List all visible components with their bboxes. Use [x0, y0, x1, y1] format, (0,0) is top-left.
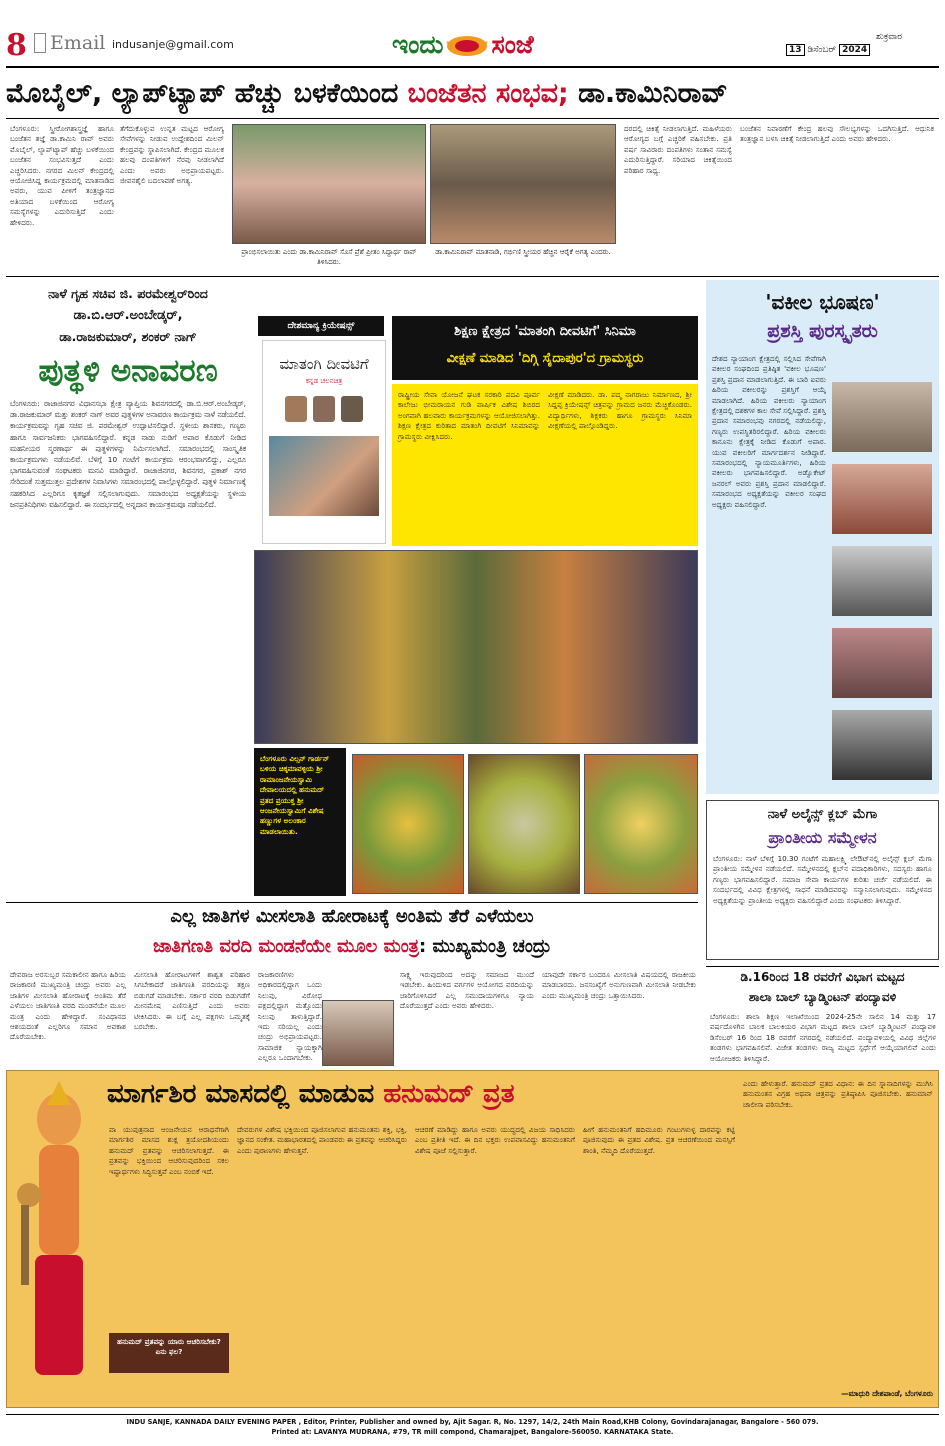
caste-headline-end: : ಮುಖ್ಯಮಂತ್ರಿ ಚಂದ್ರು	[418, 936, 551, 957]
masthead	[0, 0, 945, 70]
caste-headline-2	[6, 936, 698, 957]
speech-photo	[430, 124, 616, 244]
alliance-headline-1: ನಾಳೆ ಅಲೈನ್ಸ್ ಕ್ಲಬ್ ಮೆಗಾ	[767, 807, 878, 822]
dateline	[786, 32, 906, 56]
statues-line-2: ಡಾ.ಬಿ.ಆರ್.ಅಂಬೇಡ್ಕರ್,	[73, 308, 183, 323]
caste-col-3: ರಾಜಕಾರಣಿಗಳು ಅಧಿಕಾರದಲ್ಲಿದ್ದಾಗ ಒಂದು ನಿಲುವು, ವಿರೋಧ ಪಕ್ಷದಲ್ಲಿದ್ದಾಗ ಮತ್ತೊಂದು ನಿಲುವು ತಾಳುತ್ತಿದ್ದಾರೆ. ಇದು ಸರಿಯಲ್ಲ ಎಂದು ಚಂದ್ರು ಅಭಿಪ್ರಾಯಪಟ್ಟರು. ಸಾಮಾಜಿಕ ನ್ಯಾಯಕ್ಕಾಗಿ ಎಲ್ಲರೂ ಒಂದಾಗಬೇಕು.	[258, 970, 322, 1063]
email-address[interactable]: indusanje@gmail.com	[112, 38, 234, 51]
photo-caption-2: ಡಾ.ಕಾಮಿನಿರಾವ್ ಮಾತನಾಡಿ, ಗರ್ಭಿಣಿ ಸ್ತ್ರೀಯರ ಹೆಚ್ಚಿನ ಆರೈಕೆ ಅಗತ್ಯ ಎಂದರು.	[435, 248, 611, 256]
vakil-headline: 'ವಕೀಲ ಭೂಷಣ'	[765, 290, 880, 314]
hanuman-col-3: ಆಚರಣೆ ಮಾಡಿದ್ದು ಹಾಗೂ ಅವರು ಯುದ್ಧದಲ್ಲಿ ವಿಜಯ ಸಾಧಿಸಿದರು ಎಂಬ ಪ್ರತೀತಿ ಇದೆ. ಈ ದಿನ ಭಕ್ತರು ಉಪವಾಸವಿದ್ದು ಹನುಮಂತನಿಗೆ ವಿಶೇಷ ಪೂಜೆ ಸಲ್ಲಿಸುತ್ತಾರೆ.	[415, 1125, 575, 1155]
vakil-box	[706, 280, 939, 794]
temple-caption-box	[254, 748, 346, 896]
alliance-body: ಬೆಂಗಳೂರು: ನಾಳೆ ಬೆಳಿಗ್ಗೆ 10.30 ಗಂಟೆಗೆ ಮಹಾಲಕ್ಷ್ಮಿ ಲೇಔಟ್‌ನಲ್ಲಿ ಅಲೈನ್ಸ್ ಕ್ಲಬ್ ಮೆಗಾ ಪ್ರಾಂತೀಯ ಸಮ್ಮೇಳನ ನಡೆಯಲಿದೆ. ಸಮ್ಮೇಳನದಲ್ಲಿ ಕ್ಲಬ್‌ನ ಪದಾಧಿಕಾರಿಗಳು, ಸದಸ್ಯರು ಹಾಗೂ ಗಣ್ಯರು ಭಾಗವಹಿಸಲಿದ್ದಾರೆ. ಸಮಾಜ ಸೇವಾ ಕಾರ್ಯಗಳ ಕುರಿತು ಚರ್ಚೆ ನಡೆಯಲಿದೆ. ಈ ಸಂದರ್ಭದಲ್ಲಿ ವಿವಿಧ ಕ್ಷೇತ್ರಗಳಲ್ಲಿ ಸಾಧನೆ ಮಾಡಿದವರನ್ನು ಸನ್ಮಾನಿಸಲಾಗುವುದು. ಸಮ್ಮೇಳನದ ಅಧ್ಯಕ್ಷತೆಯನ್ನು ಪ್ರಾಂತೀಯ ಅಧ್ಯಕ್ಷರು ವಹಿಸಲಿದ್ದಾರೆ ಎಂದು ಸಂಘಟಕರು ತಿಳಿಸಿದ್ದಾರೆ.	[713, 854, 932, 905]
date-year: 2024	[839, 44, 870, 56]
caste-col-1: ದೇವರಾಜ ಅರಸುಬ್ಬರ ಸಮಕಾಲೀನ ಹಾಗೂ ಹಿರಿಯ ರಾಜಕಾರಣಿ ಮುಖ್ಯಮಂತ್ರಿ ಚಂದ್ರು ಅವರು ಎಲ್ಲ ಜಾತಿಗಳ ಮೀಸಲಾತಿ ಹೋರಾಟಕ್ಕೆ ಅಂತಿಮ ತೆರೆ ಎಳೆಯಲು ಜಾತಿಗಣತಿ ವರದಿ ಮಂಡನೆಯೇ ಮೂಲ ಮಂತ್ರ ಎಂದು ಹೇಳಿದ್ದಾರೆ. ಸಂವಿಧಾನದ ಆಶಯದಂತೆ ಎಲ್ಲರಿಗೂ ಸಮಾನ ಅವಕಾಶ ದೊರೆಯಬೇಕು.	[10, 970, 126, 1042]
hanuman-headline	[107, 1079, 727, 1110]
hanuman-question-box	[109, 1333, 229, 1373]
lawyer-portrait	[832, 382, 932, 452]
rule	[6, 276, 939, 277]
lead-headline-end: ಡಾ.ಕಾಮಿನಿರಾವ್	[578, 78, 728, 109]
vakil-subhead: ಪ್ರಶಸ್ತಿ ಪುರಸ್ಕೃತರು	[767, 320, 878, 342]
lead-headline-red: ಬಂಜೆತನ ಸಂಭವ;	[407, 78, 569, 109]
page-number: 8	[6, 28, 27, 63]
hanuman-col-2: ದೇವರುಗಳ ವಿಶೇಷ ಭಕ್ತಿಯಿಂದ ಪೂಜಿಸಲಾಗುವ ಹನುಮಂತನು ಶಕ್ತಿ, ಭಕ್ತಿ, ಜ್ಞಾನದ ಸಂಕೇತ. ಮಹಾಭಾರತದಲ್ಲಿ ಪಾಂಡವರು ಈ ವ್ರತವನ್ನು ಆಚರಿಸಿದ್ದರು ಎಂದು ಪುರಾಣಗಳು ಹೇಳುತ್ತವೆ.	[237, 1125, 407, 1155]
lead-headline	[6, 72, 939, 116]
film-badge: ದೇಶಮಾನ್ಯ ಕ್ರಿಯೇಷನ್ಸ್	[258, 316, 384, 336]
hanuman-col-4: ಹೀಗೆ ಹನುಮಂತನಿಗೆ ಹದಿಮೂರು ಗಂಟುಗಳುಳ್ಳ ದಾರವನ್ನು ಕಟ್ಟಿ ಪೂಜಿಸುವುದು ಈ ವ್ರತದ ವಿಶೇಷ. ವ್ರತ ಆಚರಣೆಯಿಂದ ಮನಸ್ಸಿಗೆ ಶಾಂತಿ, ನೆಮ್ಮದಿ ದೊರೆಯುತ್ತದೆ.	[583, 1125, 735, 1155]
badminton-headline-1: ಡಿ.16ರಿಂದ 18 ರವರೆಗೆ ವಿಭಾಗ ಮಟ್ಟದ	[740, 970, 905, 984]
hanuman-box	[6, 1070, 939, 1408]
statues-body: ಬೆಂಗಳೂರು: ರಾಜಾಜಿನಗರ ವಿಧಾನಸಭಾ ಕ್ಷೇತ್ರ ವ್ಯಾಪ್ತಿಯ ಶಿವನಗರದಲ್ಲಿ ಡಾ.ಬಿ.ಆರ್.ಅಂಬೇಡ್ಕರ್, ಡಾ.ರಾಜಕುಮಾರ್ ಮತ್ತು ಶಂಕರ್ ನಾಗ್ ಅವರ ಪುತ್ಥಳಿಗಳ ಅನಾವರಣ ಕಾರ್ಯಕ್ರಮ ನಾಳೆ ನಡೆಯಲಿದೆ. ಕಾರ್ಯಕ್ರಮವನ್ನು ಗೃಹ ಸಚಿವ ಜಿ. ಪರಮೇಶ್ವರ್ ಉದ್ಘಾಟಿಸಲಿದ್ದಾರೆ. ಸ್ಥಳೀಯ ಶಾಸಕರು, ಗಣ್ಯರು ಹಾಗೂ ಸಾರ್ವಜನಿಕರು ಭಾಗವಹಿಸಲಿದ್ದಾರೆ. ಕನ್ನಡ ನಾಡು ನುಡಿಗೆ ಅಪಾರ ಕೊಡುಗೆ ನೀಡಿದ ಮಹನೀಯರ ಸ್ಮರಣಾರ್ಥ ಈ ಪುತ್ಥಳಿಗಳನ್ನು ನಿರ್ಮಿಸಲಾಗಿದೆ. ಸಮಾರಂಭದಲ್ಲಿ ಸಾಂಸ್ಕೃತಿಕ ಕಾರ್ಯಕ್ರಮಗಳು ನಡೆಯಲಿವೆ. ಬೆಳಿಗ್ಗೆ 10 ಗಂಟೆಗೆ ಕಾರ್ಯಕ್ರಮ ಆರಂಭವಾಗಲಿದ್ದು, ಎಲ್ಲರೂ ಭಾಗವಹಿಸುವಂತೆ ಸಂಘಟಕರು ಮನವಿ ಮಾಡಿದ್ದಾರೆ. ರಾಜಾಜಿನಗರ, ಶಿವನಗರ, ಪ್ರಕಾಶ್ ನಗರ ಸೇರಿದಂತೆ ಸುತ್ತಮುತ್ತಲ ಪ್ರದೇಶಗಳ ನಿವಾಸಿಗಳು ಸಮಾರಂಭದಲ್ಲಿ ಪಾಲ್ಗೊಳ್ಳಲಿದ್ದಾರೆ. ಪುತ್ಥಳಿ ನಿರ್ಮಾಣಕ್ಕೆ ಸಹಕರಿಸಿದ ಎಲ್ಲರಿಗೂ ಕೃತಜ್ಞತೆ ಸಲ್ಲಿಸಲಾಗುವುದು. ಸಮಾರಂಭದ ಅಧ್ಯಕ್ಷತೆಯನ್ನು ಸ್ಥಳೀಯ ಜನಪ್ರತಿನಿಧಿಗಳು ವಹಿಸಲಿದ್ದಾರೆ. ಈ ಸಂದರ್ಭದಲ್ಲಿ ಅನ್ನದಾನ ಕಾರ್ಯಕ್ರಮವೂ ನಡೆಯಲಿದೆ.	[10, 399, 246, 509]
email-label: Email	[50, 32, 106, 54]
temple-caption: ಬೆಂಗಳೂರು ವಿಲ್ಸನ್ ಗಾರ್ಡನ್ ಬಳಿಯ ಚಿಕ್ಕಮಾವಳ್ಳಿಯ ಶ್ರೀ ರಾಮಾಂಜನೇಯಸ್ವಾಮಿ ದೇವಾಲಯದಲ್ಲಿ ಹನುಮದ್ ವ್ರತದ ಪ್ರಯುಕ್ತ ಶ್ರೀ ಆಂಜನೇಯಸ್ವಾಮಿಗೆ ವಿಶೇಷ ಹಣ್ಣುಗಳ ಅಲಂಕಾರ ಮಾಡಲಾಯಿತು.	[260, 754, 330, 836]
email-icon	[34, 33, 46, 53]
lead-col-2: ತೆಗೆದುಕೊಳ್ಳುವ ಉನ್ನತ ಮಟ್ಟದ ಆರೋಗ್ಯ ಸೇವೆಗಳನ್ನು ನೀಡುವ ಉದ್ದೇಶದಿಂದ ಮಿಲನ್ ಕೇಂದ್ರವನ್ನು ಸ್ಥಾಪಿಸಲಾಗಿದೆ. ಕೇಂದ್ರದ ಮೂಲಕ ಹಲವು ದಂಪತಿಗಳಿಗೆ ನೆರವು ನೀಡಲಾಗಿದೆ ಎಂದು ಅವರು ಅಭಿಪ್ರಾಯಪಟ್ಟರು. ಜೀವನಶೈಲಿ ಬದಲಾವಣೆ ಅಗತ್ಯ.	[120, 124, 224, 186]
caste-headline-1: ಎಲ್ಲ ಜಾತಿಗಳ ಮೀಸಲಾತಿ ಹೋರಾಟಕ್ಕೆ ಅಂತಿಮ ತೆರೆ ಎಳೆಯಲು	[170, 906, 534, 927]
lawyer-portrait	[832, 546, 932, 616]
film-headline-1: ಶಿಕ್ಷಣ ಕ್ಷೇತ್ರದ 'ಮಾತಂಗಿ ದೀವಟಿಗೆ' ಸಿನಿಮಾ	[454, 324, 636, 339]
film-headline-2: ವೀಕ್ಷಣೆ ಮಾಡಿದ 'ದಿಗ್ಗಿ ಸೈದಾಪುರ'ದ ಗ್ರಾಮಸ್ಥರು	[446, 351, 644, 366]
lead-headline-black: ಮೊಬೈಲ್, ಲ್ಯಾಪ್‌ಟ್ಯಾಪ್ ಹೆಚ್ಚು ಬಳಕೆಯಿಂದ	[6, 78, 399, 109]
statues-line-3: ಡಾ.ರಾಜಕುಮಾರ್, ಶಂಕರ್ ನಾಗ್	[59, 329, 197, 344]
date-number: 13	[786, 44, 805, 56]
caste-col-4: ಸಾಕ್ಷ್ಯ ಇರುವುದರಿಂದ ಅದನ್ನು ಸಮಾಜದ ಮುಂದೆ ಇಡಬೇಕು. ಹಿಂದುಳಿದ ವರ್ಗಗಳ ಆಯೋಗದ ವರದಿಯನ್ನು ಜಾರಿಗೊಳಿಸಿದರೆ ಎಲ್ಲ ಸಮುದಾಯಗಳಿಗೂ ನ್ಯಾಯ ದೊರೆಯುತ್ತದೆ ಎಂದು ಅವರು ಹೇಳಿದರು.	[400, 970, 534, 1011]
date-month: ಡಿಸೆಂಬರ್	[807, 45, 837, 55]
hanuman-byline: —ಮಾಧುರಿ ದೇಶಪಾಂಡೆ, ಬೆಂಗಳೂರು	[841, 1389, 933, 1398]
hanuman-col-5: ಎಂದು ಹೇಳುತ್ತಾರೆ. ಹನುಮದ್ ವ್ರತದ ವಿಧಾನ: ಈ ದಿನ ಸ್ನಾನಾದಿಗಳನ್ನು ಮುಗಿಸಿ ಹನುಮಂತನ ವಿಗ್ರಹ ಅಥವಾ ಚಿತ್ರವನ್ನು ಪ್ರತಿಷ್ಠಾಪಿಸಿ ಪೂಜಿಸಬೇಕು. ಹನುಮಾನ್ ಚಾಲೀಸಾ ಪಠಿಸಬೇಕು.	[743, 1079, 933, 1109]
footer	[6, 1414, 939, 1442]
lawyer-portraits	[832, 382, 932, 780]
poster-subtitle: ಕನ್ನಡ ಚಲನಚಿತ್ರ	[305, 377, 343, 385]
lawyer-portrait	[832, 628, 932, 698]
alliance-box	[706, 800, 939, 960]
hanuman-illustration	[11, 1075, 105, 1403]
hanuman-fruit-photo-3	[584, 754, 698, 894]
vakil-body: ದೇಶದ ನ್ಯಾಯಾಂಗ ಕ್ಷೇತ್ರದಲ್ಲಿ ಸಲ್ಲಿಸಿದ ಸೇವೆಗಾಗಿ ವಕೀಲರ ಸಂಘದಿಂದ ಪ್ರತಿಷ್ಠಿತ 'ವಕೀಲ ಭೂಷಣ' ಪ್ರಶಸ್ತಿ ಪ್ರದಾನ ಮಾಡಲಾಗುತ್ತಿದೆ. ಈ ಬಾರಿ ಐವರು ಹಿರಿಯ ವಕೀಲರನ್ನು ಪ್ರಶಸ್ತಿಗೆ ಆಯ್ಕೆ ಮಾಡಲಾಗಿದೆ. ಹಿರಿಯ ವಕೀಲರು ನ್ಯಾಯಾಂಗ ಕ್ಷೇತ್ರದಲ್ಲಿ ದಶಕಗಳ ಕಾಲ ಸೇವೆ ಸಲ್ಲಿಸಿದ್ದಾರೆ. ಪ್ರಶಸ್ತಿ ಪ್ರದಾನ ಸಮಾರಂಭವು ನಗರದಲ್ಲಿ ನಡೆಯಲಿದ್ದು, ಗಣ್ಯರು ಉಪಸ್ಥಿತರಿರಲಿದ್ದಾರೆ. ಹಿರಿಯ ವಕೀಲರು ಕಾನೂನು ಕ್ಷೇತ್ರಕ್ಕೆ ನೀಡಿದ ಕೊಡುಗೆ ಅಪಾರ. ಯುವ ವಕೀಲರಿಗೆ ಮಾರ್ಗದರ್ಶನ ನೀಡಿದ್ದಾರೆ. ಸಮಾರಂಭದಲ್ಲಿ ನ್ಯಾಯಮೂರ್ತಿಗಳು, ಹಿರಿಯ ವಕೀಲರು ಭಾಗವಹಿಸಲಿದ್ದಾರೆ. ಅಡ್ವೊಕೇಟ್ ಜನರಲ್ ಅವರು ಪ್ರಶಸ್ತಿ ಪ್ರದಾನ ಮಾಡಲಿದ್ದಾರೆ. ಸಮಾರಂಭದ ಅಧ್ಯಕ್ಷತೆಯನ್ನು ವಕೀಲರ ಸಂಘದ ಅಧ್ಯಕ್ಷರು ವಹಿಸಲಿದ್ದಾರೆ.	[712, 354, 826, 509]
sun-logo-icon	[445, 32, 489, 58]
badminton-headline-2: ಶಾಲಾ ಬಾಲ್ ಬ್ಯಾಡ್ಮಿಂಟನ್ ಪಂದ್ಯಾವಳಿ	[748, 990, 897, 1004]
hanuman-col-1: ವಾ ಯುಪುತ್ರನಾದ ಆಂಜನೇಯನ ಆರಾಧನೆಗಾಗಿ ಮಾರ್ಗಶಿರ ಮಾಸದ ಶುಕ್ಲ ತ್ರಯೋದಶಿಯಂದು ಹನುಮದ್ ವ್ರತವನ್ನು ಆಚರಿಸಲಾಗುತ್ತದೆ. ಈ ವ್ರತವನ್ನು ಭಕ್ತಿಯಿಂದ ಆಚರಿಸುವುದರಿಂದ ಸಕಲ ಇಷ್ಟಾರ್ಥಗಳು ಸಿದ್ಧಿಸುತ್ತವೆ ಎಂಬ ನಂಬಿಕೆ ಇದೆ.	[109, 1125, 229, 1176]
caste-headline-red: ಜಾತಿಗಣತಿ ವರದಿ ಮಂಡನೆಯೇ ಮೂಲ ಮಂತ್ರ	[153, 936, 419, 957]
logo-left: ಇಂದು	[392, 30, 444, 59]
hanuman-headline-red: ಹನುಮದ್ ವ್ರತ	[383, 1079, 515, 1109]
film-body-2: ವೀಕ್ಷಣೆ ಮಾಡಿದರು. ಡಾ. ಪದ್ಮ ನಾಗರಾಜು ನಿರ್ಮಾಣದ, ಶ್ರೀ ಸಿದ್ದಪ್ಪ ಕ್ರಿಯೇಷನ್ಸ್ ಚಿತ್ರವನ್ನು ಗ್ರಾಮದ ಜನರು ಮೆಚ್ಚಿಕೊಂಡರು. ವಿದ್ಯಾರ್ಥಿಗಳು, ಶಿಕ್ಷಕರು ಹಾಗೂ ಗ್ರಾಮಸ್ಥರು ಸಿನಿಮಾ ವೀಕ್ಷಣೆಯಲ್ಲಿ ಪಾಲ್ಗೊಂಡಿದ್ದರು.	[548, 390, 692, 431]
hanuman-headline-black: ಮಾರ್ಗಶಿರ ಮಾಸದಲ್ಲಿ ಮಾಡುವ	[107, 1079, 375, 1109]
rule	[6, 118, 939, 119]
film-body-box	[392, 384, 698, 546]
film-headline-box	[392, 316, 698, 380]
statues-kicker: ನಾಳೆ ಗೃಹ ಸಚಿವ ಜಿ. ಪರಮೇಶ್ವರ್‌ರಿಂದ	[48, 286, 208, 301]
hanuman-fruit-photo-1	[352, 754, 464, 894]
day-label: ಶುಕ್ರವಾರ	[876, 32, 902, 42]
rule	[6, 902, 698, 903]
hanuman-fruit-photo-2	[468, 754, 580, 894]
alliance-headline-2: ಪ್ರಾಂತೀಯ ಸಮ್ಮೇಳನ	[768, 828, 877, 847]
film-body-1: ರಾಷ್ಟ್ರೀಯ ಸೇವಾ ಯೋಜನೆ ಘಟಕ ಸರಕಾರಿ ಪದವಿ ಪೂರ್ವ ಕಾಲೇಜು ಭೀಮರಾಯನ ಗುಡಿ ವಾರ್ಷಿಕ ವಿಶೇಷ ಶಿಬಿರದ ಅಂಗವಾಗಿ ಹಲವಾರು ಕಾರ್ಯಕ್ರಮಗಳನ್ನು ಆಯೋಜಿಸಲಾಗಿತ್ತು. ಶಿಕ್ಷಣ ಕ್ಷೇತ್ರದ ಕುರಿತಾದ ಮಾತಂಗಿ ದೀವಟಿಗೆ ಸಿನಿಮಾವನ್ನು ಗ್ರಾಮಸ್ಥರು ವೀಕ್ಷಿಸಿದರು.	[398, 390, 540, 441]
lead-col-3: ದರದಲ್ಲಿ ಚಿಕಿತ್ಸೆ ನೀಡಲಾಗುತ್ತಿದೆ. ಮಹಿಳೆಯರು ಆರೋಗ್ಯದ ಬಗ್ಗೆ ಎಚ್ಚರಿಕೆ ವಹಿಸಬೇಕು. ಪ್ರತಿ ವರ್ಷ ಸಾವಿರಾರು ದಂಪತಿಗಳು ಸಂತಾನ ಸಮಸ್ಯೆ ಎದುರಿಸುತ್ತಿದ್ದಾರೆ. ಸರಿಯಾದ ಚಿಕಿತ್ಸೆಯಿಂದ ಪರಿಹಾರ ಸಾಧ್ಯ.	[624, 124, 732, 175]
caste-col-5: ಯಾವುದೇ ಸರ್ಕಾರ ಬಂದರೂ ಮೀಸಲಾತಿ ವಿಷಯದಲ್ಲಿ ರಾಜಕೀಯ ಮಾಡಬಾರದು. ಜನಸಂಖ್ಯೆಗೆ ಅನುಗುಣವಾಗಿ ಮೀಸಲಾತಿ ನೀಡಬೇಕು ಎಂದು ಮುಖ್ಯಮಂತ್ರಿ ಚಂದ್ರು ಒತ್ತಾಯಿಸಿದರು.	[542, 970, 696, 1000]
masthead-rule	[6, 66, 939, 68]
lead-col-4: ಬಂಜೆತನ ನಿವಾರಣೆಗೆ ಕೇಂದ್ರ ಹಲವು ಸೌಲಭ್ಯಗಳನ್ನು ಒದಗಿಸುತ್ತಿದೆ. ಆಧುನಿಕ ತಂತ್ರಜ್ಞಾನ ಬಳಸಿ ಚಿಕಿತ್ಸೆ ನೀಡಲಾಗುತ್ತಿದೆ ಎಂದು ಅವರು ಹೇಳಿದರು.	[740, 124, 934, 144]
logo-right: ಸಂಜೆ	[491, 30, 534, 59]
logo	[392, 28, 534, 62]
temple-main-photo	[254, 550, 698, 744]
poster-crowd	[269, 436, 379, 516]
chandru-portrait	[322, 1000, 394, 1066]
poster-photos	[263, 396, 385, 422]
lawyer-portrait	[832, 710, 932, 780]
statues-headline: ಪುತ್ಥಳಿ ಅನಾವರಣ	[38, 353, 218, 389]
poster-title: ಮಾತಂಗಿ ದೀವಟಿಗೆ	[279, 355, 369, 373]
lawyer-portrait	[832, 464, 932, 534]
footer-line-1: INDU SANJE, KANNADA DAILY EVENING PAPER , Editor, Printer, Publisher and owned by, Ajit Sagar. R, No. 1297, 14/2, 24th Main Road,KHB Colony, Govindarajanagar, Bangalore - 560 079.	[126, 1418, 819, 1426]
caste-col-2: ಮೀಸಲಾತಿ ಹೋರಾಟಗಳಿಗೆ ಶಾಶ್ವತ ಪರಿಹಾರ ಸಿಗಬೇಕಾದರೆ ಜಾತಿಗಣತಿ ವರದಿಯನ್ನು ತಕ್ಷಣ ಬಿಡುಗಡೆ ಮಾಡಬೇಕು. ಸರ್ಕಾರ ವರದಿ ಬಿಡುಗಡೆಗೆ ಮೀನಮೇಷ ಎಣಿಸುತ್ತಿದೆ ಎಂದು ಅವರು ಟೀಕಿಸಿದರು. ಈ ಬಗ್ಗೆ ಎಲ್ಲ ಪಕ್ಷಗಳು ಒಮ್ಮತಕ್ಕೆ ಬರಬೇಕು.	[134, 970, 250, 1032]
photo-caption-1: ಪ್ರಾಂಭಿಸಲಾಯಿತು ಎಂದು ಡಾ.ಕಾಮಿನಿರಾವ್ ಸೊಸೆ ಪ್ರೆಶೆ ಪ್ರೀತಂ ಸಿದ್ದಾರ್ಥ ರಾವ್ ತಿಳಿಸಿದರು.	[241, 248, 417, 266]
film-poster	[262, 340, 386, 544]
ribbon-cutting-photo	[232, 124, 426, 244]
statues-article	[6, 280, 250, 900]
lead-col-1: ಬೆಂಗಳೂರು: ಸ್ತ್ರೀರೋಗಶಾಸ್ತ್ರಜ್ಞೆ ಹಾಗೂ ಬಂಜೆತನ ತಜ್ಞೆ ಡಾ.ಕಾಮಿನಿ ರಾವ್ ಅವರು ಮೊಬೈಲ್, ಲ್ಯಾಪ್‌ಟ್ಯಾಪ್ ಹೆಚ್ಚು ಬಳಕೆಯಿಂದ ಬಂಜೆತನ ಸಂಭವಿಸುತ್ತದೆ ಎಂದು ಎಚ್ಚರಿಸಿದರು. ನಗರದ ಮಿಲನ್ ಕೇಂದ್ರದಲ್ಲಿ ಆಯೋಜಿಸಿದ್ದ ಕಾರ್ಯಕ್ರಮದಲ್ಲಿ ಮಾತನಾಡಿದ ಅವರು, ಯುವ ಪೀಳಿಗೆ ತಂತ್ರಜ್ಞಾನದ ಅತಿಯಾದ ಬಳಕೆಯಿಂದ ಆರೋಗ್ಯ ಸಮಸ್ಯೆಗಳನ್ನು ಎದುರಿಸುತ್ತಿದೆ ಎಂದು ಹೇಳಿದರು.	[10, 124, 114, 227]
hanuman-question: ಹನುಮದ್ ವ್ರತವನ್ನು ಯಾರು ಆಚರಿಸಬೇಕು? ಏನು ಫಲ?	[117, 1337, 221, 1357]
badminton-body: ಬೆಂಗಳೂರು: ಶಾಲಾ ಶಿಕ್ಷಣ ಇಲಾಖೆಯಿಂದ 2024-25ನೇ ಸಾಲಿನ 14 ಮತ್ತು 17 ವರ್ಷದೊಳಗಿನ ಬಾಲಕ ಬಾಲಕಿಯರ ವಿಭಾಗ ಮಟ್ಟದ ಶಾಲಾ ಬಾಲ್ ಬ್ಯಾಡ್ಮಿಂಟನ್ ಪಂದ್ಯಾವಳಿ ಡಿಸೆಂಬರ್ 16 ರಿಂದ 18 ರವರೆಗೆ ನಗರದಲ್ಲಿ ನಡೆಯಲಿದೆ. ಪಂದ್ಯಾವಳಿಯಲ್ಲಿ ವಿವಿಧ ಜಿಲ್ಲೆಗಳ ತಂಡಗಳು ಭಾಗವಹಿಸಲಿವೆ. ವಿಜೇತ ತಂಡಗಳು ರಾಜ್ಯ ಮಟ್ಟದ ಸ್ಪರ್ಧೆಗೆ ಆಯ್ಕೆಯಾಗಲಿವೆ ಎಂದು ಆಯೋಜಕರು ತಿಳಿಸಿದ್ದಾರೆ.	[710, 1012, 936, 1063]
rule	[706, 966, 939, 967]
footer-line-2: Printed at: LAVANYA MUDRANA, #79, TR mill compond, Chamarajpet, Bangalore-560050. KARNATAKA State.	[271, 1428, 674, 1436]
